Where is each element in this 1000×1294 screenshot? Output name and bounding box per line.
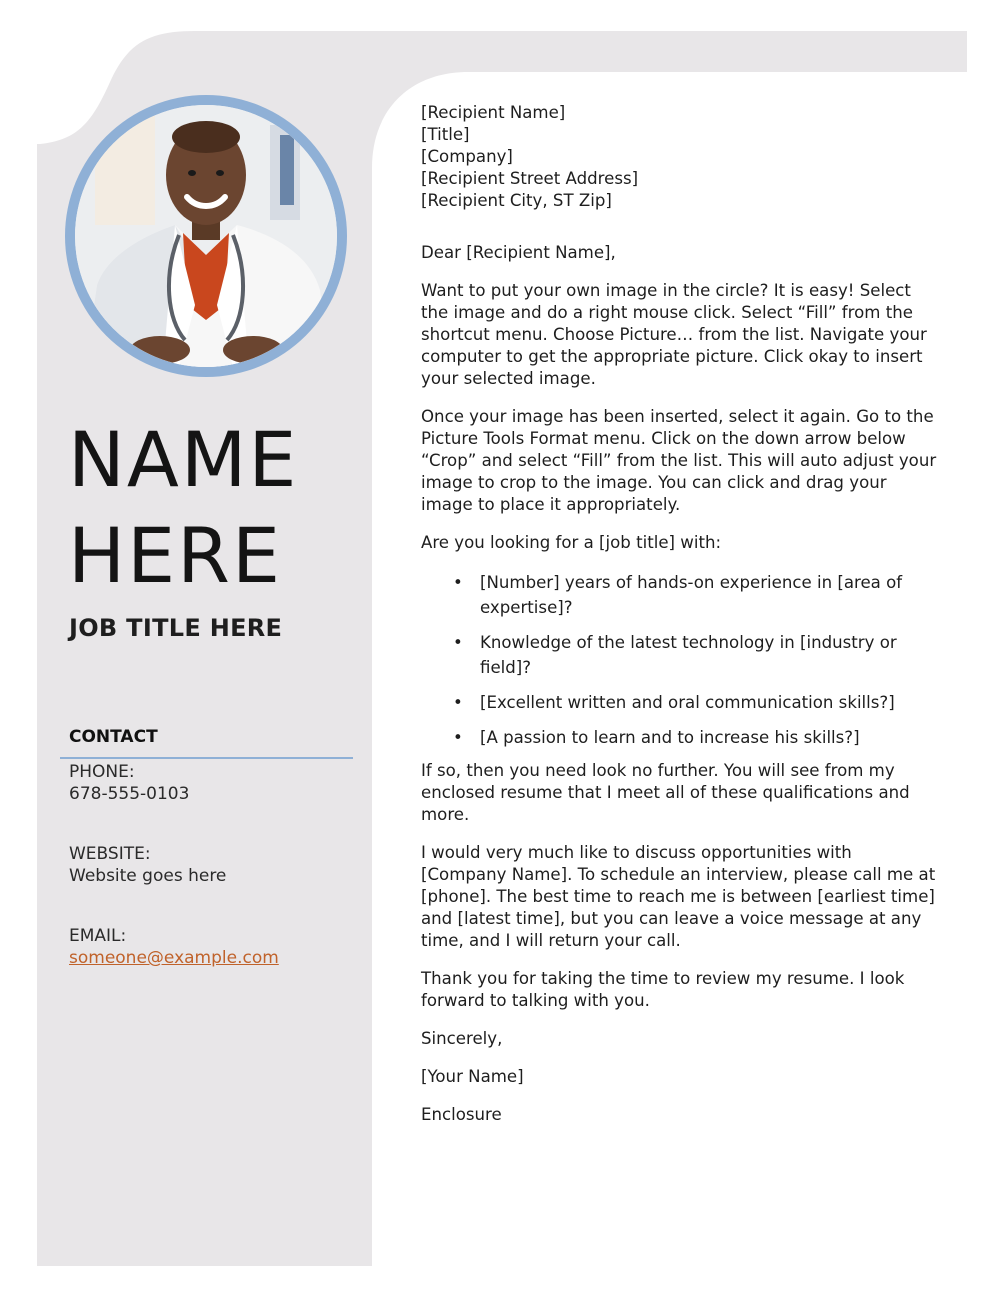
email-label: EMAIL:	[69, 926, 127, 946]
phone-block	[69, 761, 189, 805]
paragraph-1: Want to put your own image in the circle? It is easy! Select the image and do a right mouse click. Select “Fill” from the shortcut menu. Choose Picture… from the list. Navigate your computer to get the appropriate picture. Click okay to insert your selected image.	[421, 281, 927, 388]
recipient-street: [Recipient Street Address]	[421, 169, 639, 188]
recipient-company: [Company]	[421, 147, 513, 166]
phone-label: PHONE:	[69, 762, 135, 782]
contact-divider	[60, 757, 353, 759]
bullet-icon: •	[453, 693, 463, 712]
enclosure: Enclosure	[421, 1105, 502, 1124]
candidate-name	[68, 412, 368, 604]
paragraph-3: Are you looking for a [job title] with:	[421, 533, 722, 552]
paragraph-5: I would very much like to discuss opportunities with [Company Name]. To schedule an interview, please call me at [phone]. The best time to reach me is between [earliest time] and [latest time], but you can leave a voice message at any time, and I will return your call.	[421, 843, 936, 950]
bullet-icon: •	[453, 633, 463, 652]
website-block	[69, 843, 226, 887]
phone-value: 678-555-0103	[69, 784, 190, 804]
profile-photo[interactable]	[75, 105, 337, 367]
email-link[interactable]: someone@example.com	[69, 948, 279, 968]
list-item-text: [A passion to learn and to increase his skills?]	[480, 728, 860, 747]
bullet-icon: •	[453, 728, 463, 747]
paragraph-6: Thank you for taking the time to review my resume. I look forward to talking with you.	[421, 969, 905, 1010]
name-line-2: HERE	[68, 511, 282, 600]
closing: Sincerely,	[421, 1029, 503, 1048]
list-item	[453, 570, 941, 620]
job-title: JOB TITLE HERE	[69, 614, 283, 642]
salutation: Dear [Recipient Name],	[421, 243, 616, 262]
website-label: WEBSITE:	[69, 844, 151, 864]
signature: [Your Name]	[421, 1067, 524, 1086]
list-item	[453, 725, 941, 750]
paragraph-2: Once your image has been inserted, select it again. Go to the Picture Tools Format menu. Click on the down arrow below “Crop” and select “Fill” from the list. This will auto adjust your image to crop to the image. You can click and drag your image to place it appropriately.	[421, 407, 937, 514]
letter-body	[421, 102, 941, 1142]
bullet-icon: •	[453, 573, 463, 592]
contact-heading: CONTACT	[69, 727, 158, 747]
recipient-city: [Recipient City, ST Zip]	[421, 191, 612, 210]
list-item	[453, 630, 941, 680]
qualifications-list	[421, 570, 941, 750]
recipient-name: [Recipient Name]	[421, 103, 566, 122]
list-item-text: Knowledge of the latest technology in [industry or field]?	[480, 633, 897, 677]
email-block	[69, 925, 279, 969]
recipient-address	[421, 102, 941, 212]
website-value: Website goes here	[69, 866, 227, 886]
recipient-title: [Title]	[421, 125, 470, 144]
list-item	[453, 690, 941, 715]
list-item-text: [Excellent written and oral communication skills?]	[480, 693, 895, 712]
name-line-1: NAME	[68, 415, 299, 504]
list-item-text: [Number] years of hands-on experience in [area of expertise]?	[480, 573, 903, 617]
paragraph-4: If so, then you need look no further. You will see from my enclosed resume that I meet all of these qualifications and more.	[421, 761, 910, 824]
